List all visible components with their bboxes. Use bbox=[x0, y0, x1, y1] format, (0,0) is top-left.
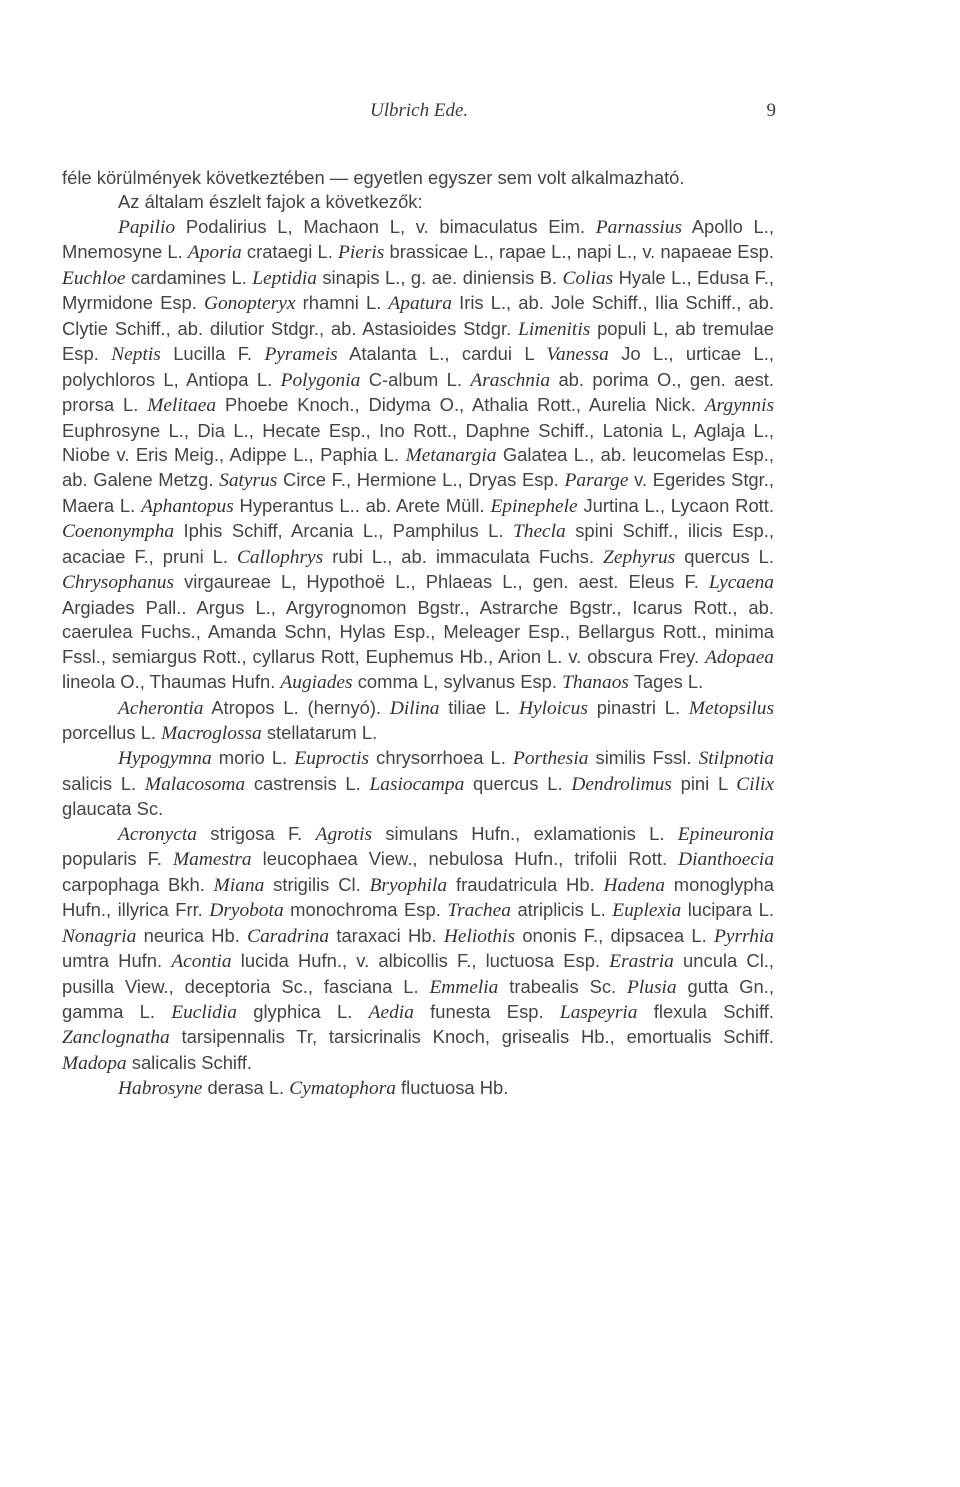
genus-name: Metanargia bbox=[405, 444, 497, 466]
text-run: tiliae L. bbox=[439, 696, 519, 718]
genus-name: Pyrameis bbox=[264, 344, 338, 366]
genus-name: Polygonia bbox=[280, 369, 361, 391]
text-run: rubi L., ab. immaculata Fuchs. bbox=[323, 545, 604, 567]
genus-name: Gonopteryx bbox=[203, 293, 296, 315]
text-run: morio L. bbox=[211, 747, 295, 769]
text-run: Circe F., Hermione L., Dryas Esp. bbox=[277, 469, 565, 491]
text-run: Podalirius L, Machaon L, v. bimaculatus Eim. bbox=[175, 215, 596, 237]
genus-name: Euchloe bbox=[62, 267, 126, 289]
text-run: spini Schiff., ilicis Esp., acaciae F., pruni L. bbox=[62, 520, 774, 567]
body-text bbox=[62, 166, 774, 1102]
text-run: uncula Cl., pusilla View., deceptoria Sc., fasciana L. bbox=[62, 950, 775, 997]
text-run: Hyperantus L.. ab. Arete Müll. bbox=[233, 494, 491, 516]
text-run: glyphica L. bbox=[236, 1000, 369, 1022]
paragraph bbox=[62, 746, 774, 821]
genus-name: Aporia bbox=[187, 242, 242, 264]
genus-name: Madopa bbox=[62, 1052, 127, 1074]
genus-name: Euplexia bbox=[612, 900, 682, 922]
text-run: trabealis Sc. bbox=[498, 975, 628, 997]
genus-name: Aphantopus bbox=[141, 495, 234, 517]
genus-name: Leptidia bbox=[252, 267, 317, 289]
text-run: strigilis Cl. bbox=[264, 873, 370, 895]
text-run: Lucilla F. bbox=[160, 343, 265, 365]
text-run: Iphis Schiff, Arcania L., Pamphilus L. bbox=[174, 520, 513, 542]
genus-name: Epineuronia bbox=[677, 823, 775, 845]
text-run: monochroma Esp. bbox=[283, 899, 448, 921]
genus-name: Mamestra bbox=[173, 849, 252, 871]
text-run: Galatea L., ab. leucomelas Esp., ab. Galene Metzg. bbox=[62, 443, 775, 491]
text-run: lucipara L. bbox=[681, 899, 774, 921]
genus-name: Neptis bbox=[111, 344, 161, 366]
text-run: fluctuosa Hb. bbox=[395, 1077, 509, 1099]
text-run: Tages L. bbox=[628, 671, 704, 693]
text-run: comma L, sylvanus Esp. bbox=[352, 671, 563, 693]
genus-name: Nonagria bbox=[62, 925, 137, 947]
text-run: pini L bbox=[671, 772, 737, 794]
text-run: C-album L. bbox=[360, 368, 471, 390]
text-run: Atalanta L., cardui L bbox=[337, 343, 547, 365]
text-run: rhamni L. bbox=[295, 292, 389, 314]
text-run: leucophaea View., nebulosa Hufn., trifolii Rott. bbox=[251, 848, 679, 870]
text-run: funesta Esp. bbox=[413, 1000, 560, 1022]
genus-name: Coenonympha bbox=[62, 521, 175, 543]
text-run: tarsipennalis Tr, tarsicrinalis Knoch, grisealis Hb., emortualis Schiff. bbox=[169, 1026, 774, 1048]
genus-name: Cilix bbox=[736, 773, 774, 795]
running-head-author: Ulbrich Ede. bbox=[370, 100, 469, 121]
running-header bbox=[62, 100, 774, 124]
text-run: monoglypha Hufn., illyrica Frr. bbox=[62, 873, 774, 921]
genus-name: Metopsilus bbox=[688, 697, 774, 719]
genus-name: Pieris bbox=[337, 242, 385, 264]
genus-name: Pyrrhia bbox=[714, 925, 775, 947]
text-run: porcellus L. bbox=[62, 721, 162, 743]
text-run: simulans Hufn., exlamationis L. bbox=[372, 822, 678, 844]
paragraph bbox=[62, 215, 774, 696]
genus-name: Heliothis bbox=[443, 925, 516, 947]
text-run: lineola O., Thaumas Hufn. bbox=[62, 671, 281, 693]
genus-name: Laspeyria bbox=[559, 1001, 638, 1023]
text-run: cardamines L. bbox=[125, 266, 253, 288]
text-run: atriplicis L. bbox=[510, 899, 613, 921]
genus-name: Satyrus bbox=[219, 470, 278, 492]
genus-name: Emmelia bbox=[429, 976, 499, 998]
text-run: pinastri L. bbox=[587, 696, 689, 718]
genus-name: Porthesia bbox=[513, 748, 589, 770]
genus-name: Lycaena bbox=[708, 572, 774, 594]
genus-name: Habrosyne bbox=[118, 1078, 203, 1100]
genus-name: Euproctis bbox=[294, 748, 370, 770]
genus-name: Hyloicus bbox=[518, 697, 588, 719]
text-run: salicalis Schiff. bbox=[126, 1051, 253, 1073]
text-run: taraxaci Hb. bbox=[329, 924, 444, 946]
text-run: Phoebe Knoch., Didyma O., Athalia Rott., Aurelia Nick. bbox=[216, 394, 705, 416]
genus-name: Thanaos bbox=[562, 672, 629, 694]
text-run: Iris L., ab. Jole Schiff., Ilia Schiff., ab. Clytie Schiff., ab. dilutior Stdgr., ab. Astasioides Stdgr. bbox=[62, 292, 774, 339]
text-run: Jurtina L., Lycaon Rott. bbox=[577, 494, 775, 516]
genus-name: Trachea bbox=[447, 900, 511, 922]
genus-name: Chrysophanus bbox=[62, 572, 175, 594]
genus-name: Zanclognatha bbox=[62, 1027, 170, 1049]
text-run: salicis L. bbox=[62, 772, 145, 794]
genus-name: Vanessa bbox=[546, 344, 609, 366]
genus-name: Dendrolimus bbox=[571, 773, 672, 795]
genus-name: Miana bbox=[213, 874, 265, 896]
genus-name: Adopaea bbox=[705, 646, 774, 668]
genus-name: Macroglossa bbox=[161, 722, 262, 744]
text-run: sinapis L., g. ae. diniensis B. bbox=[316, 266, 563, 288]
genus-name: Argynnis bbox=[704, 395, 774, 417]
text-run: Euphrosyne L., Dia L., Hecate Esp., Ino Rott., Daphne Schiff., Latonia L, Aglaja L., Niobe v. Eris Meig., Adippe L., Paphia L. bbox=[62, 419, 774, 465]
text-run: lucida Hufn., v. albicollis F., luctuosa Esp. bbox=[231, 950, 610, 972]
genus-name: Hadena bbox=[603, 874, 665, 896]
text-run: Az általam észlelt fajok a következők: bbox=[118, 191, 423, 213]
genus-name: Pararge bbox=[564, 470, 629, 492]
genus-name: Dryobota bbox=[209, 900, 284, 922]
genus-name: Araschnia bbox=[470, 369, 551, 391]
paragraph bbox=[62, 822, 774, 1077]
genus-name: Erastria bbox=[609, 951, 674, 973]
text-run: Argiades Pall.. Argus L., Argyrognomon Bgstr., Astrarche Bgstr., Icarus Rott., ab. caerulea Fuchs., Amanda Schn, Hylas Esp., Meleager Esp., Bellargus Rott., minima Fssl., semiargus Rott., cyllarus Rott, Euphemus Hb., Arion L. v. obscura Frey. bbox=[62, 596, 774, 667]
genus-name: Agrotis bbox=[315, 823, 373, 845]
text-run: similis Fssl. bbox=[588, 747, 699, 769]
text-run: quercus L. bbox=[464, 772, 572, 794]
text-run: umtra Hufn. bbox=[62, 950, 172, 972]
text-run: gutta Gn., gamma L. bbox=[62, 975, 774, 1022]
genus-name: Acherontia bbox=[118, 697, 204, 719]
genus-name: Callophrys bbox=[237, 546, 324, 568]
text-run: Jo L., urticae L., polychloros L, Antiopa L. bbox=[62, 343, 774, 390]
genus-name: Stilpnotia bbox=[698, 748, 775, 770]
genus-name: Dilina bbox=[389, 697, 440, 719]
text-run: chrysorrhoea L. bbox=[369, 747, 513, 769]
text-run: flexula Schiff. bbox=[637, 1000, 775, 1022]
genus-name: Melitaea bbox=[147, 395, 217, 417]
text-run: Hyale L., Edusa F., Myrmidone Esp. bbox=[62, 266, 774, 314]
text-run: glaucata Sc. bbox=[62, 798, 164, 820]
text-run: Atropos L. (hernyó). bbox=[203, 696, 390, 718]
text-run: ab. porima O., gen. aest. prorsa L. bbox=[62, 368, 774, 416]
genus-name: Epinephele bbox=[490, 495, 578, 517]
genus-name: Plusia bbox=[627, 976, 677, 998]
genus-name: Augiades bbox=[280, 672, 353, 694]
text-run: populi L, ab tremulae Esp. bbox=[62, 317, 774, 365]
text-run: v. Egerides Stgr., Maera L. bbox=[62, 469, 774, 516]
genus-name: Euclidia bbox=[171, 1001, 237, 1023]
genus-name: Limenitis bbox=[518, 318, 591, 340]
genus-name: Caradrina bbox=[247, 925, 330, 947]
text-run: stellatarum L. bbox=[261, 721, 378, 743]
genus-name: Hypogymna bbox=[118, 748, 212, 770]
paragraph bbox=[62, 696, 774, 747]
text-run: Apollo L., Mnemosyne L. bbox=[62, 215, 774, 263]
genus-name: Acronycta bbox=[118, 823, 197, 845]
text-run: ononis F., dipsacea L. bbox=[515, 924, 715, 946]
text-run: fraudatricula Hb. bbox=[447, 873, 604, 895]
text-run: neurica Hb. bbox=[136, 924, 248, 946]
genus-name: Cymatophora bbox=[289, 1078, 396, 1100]
genus-name: Apatura bbox=[388, 293, 452, 315]
paragraph bbox=[62, 166, 774, 190]
page-number: 9 bbox=[766, 100, 776, 121]
paragraph bbox=[62, 1076, 774, 1101]
text-run: strigosa F. bbox=[196, 822, 316, 844]
text-run: quercus L. bbox=[675, 545, 774, 567]
paragraph bbox=[62, 190, 774, 214]
genus-name: Thecla bbox=[512, 521, 566, 543]
genus-name: Aedia bbox=[368, 1001, 414, 1023]
text-run: virgaureae L, Hypothoë L., Phlaeas L., gen. aest. Eleus F. bbox=[174, 571, 709, 593]
genus-name: Zephyrus bbox=[603, 546, 676, 568]
genus-name: Colias bbox=[562, 267, 614, 289]
genus-name: Papilio bbox=[118, 216, 176, 238]
genus-name: Parnassius bbox=[595, 216, 682, 238]
genus-name: Malacosoma bbox=[144, 773, 246, 795]
genus-name: Bryophila bbox=[369, 874, 448, 896]
genus-name: Lasiocampa bbox=[369, 773, 465, 795]
text-run: féle körülmények következtében — egyetlen egyszer sem volt alkalmazható. bbox=[62, 167, 685, 188]
genus-name: Dianthoecia bbox=[678, 849, 775, 871]
text-run: derasa L. bbox=[202, 1077, 290, 1099]
text-run: carpophaga Bkh. bbox=[62, 873, 214, 895]
text-run: crataegi L. bbox=[241, 241, 338, 263]
text-run: brassicae L., rapae L., napi L., v. napaeae Esp. bbox=[384, 241, 774, 263]
text-run: popularis F. bbox=[62, 848, 173, 870]
text-run: castrensis L. bbox=[245, 772, 370, 794]
genus-name: Acontia bbox=[171, 951, 232, 973]
